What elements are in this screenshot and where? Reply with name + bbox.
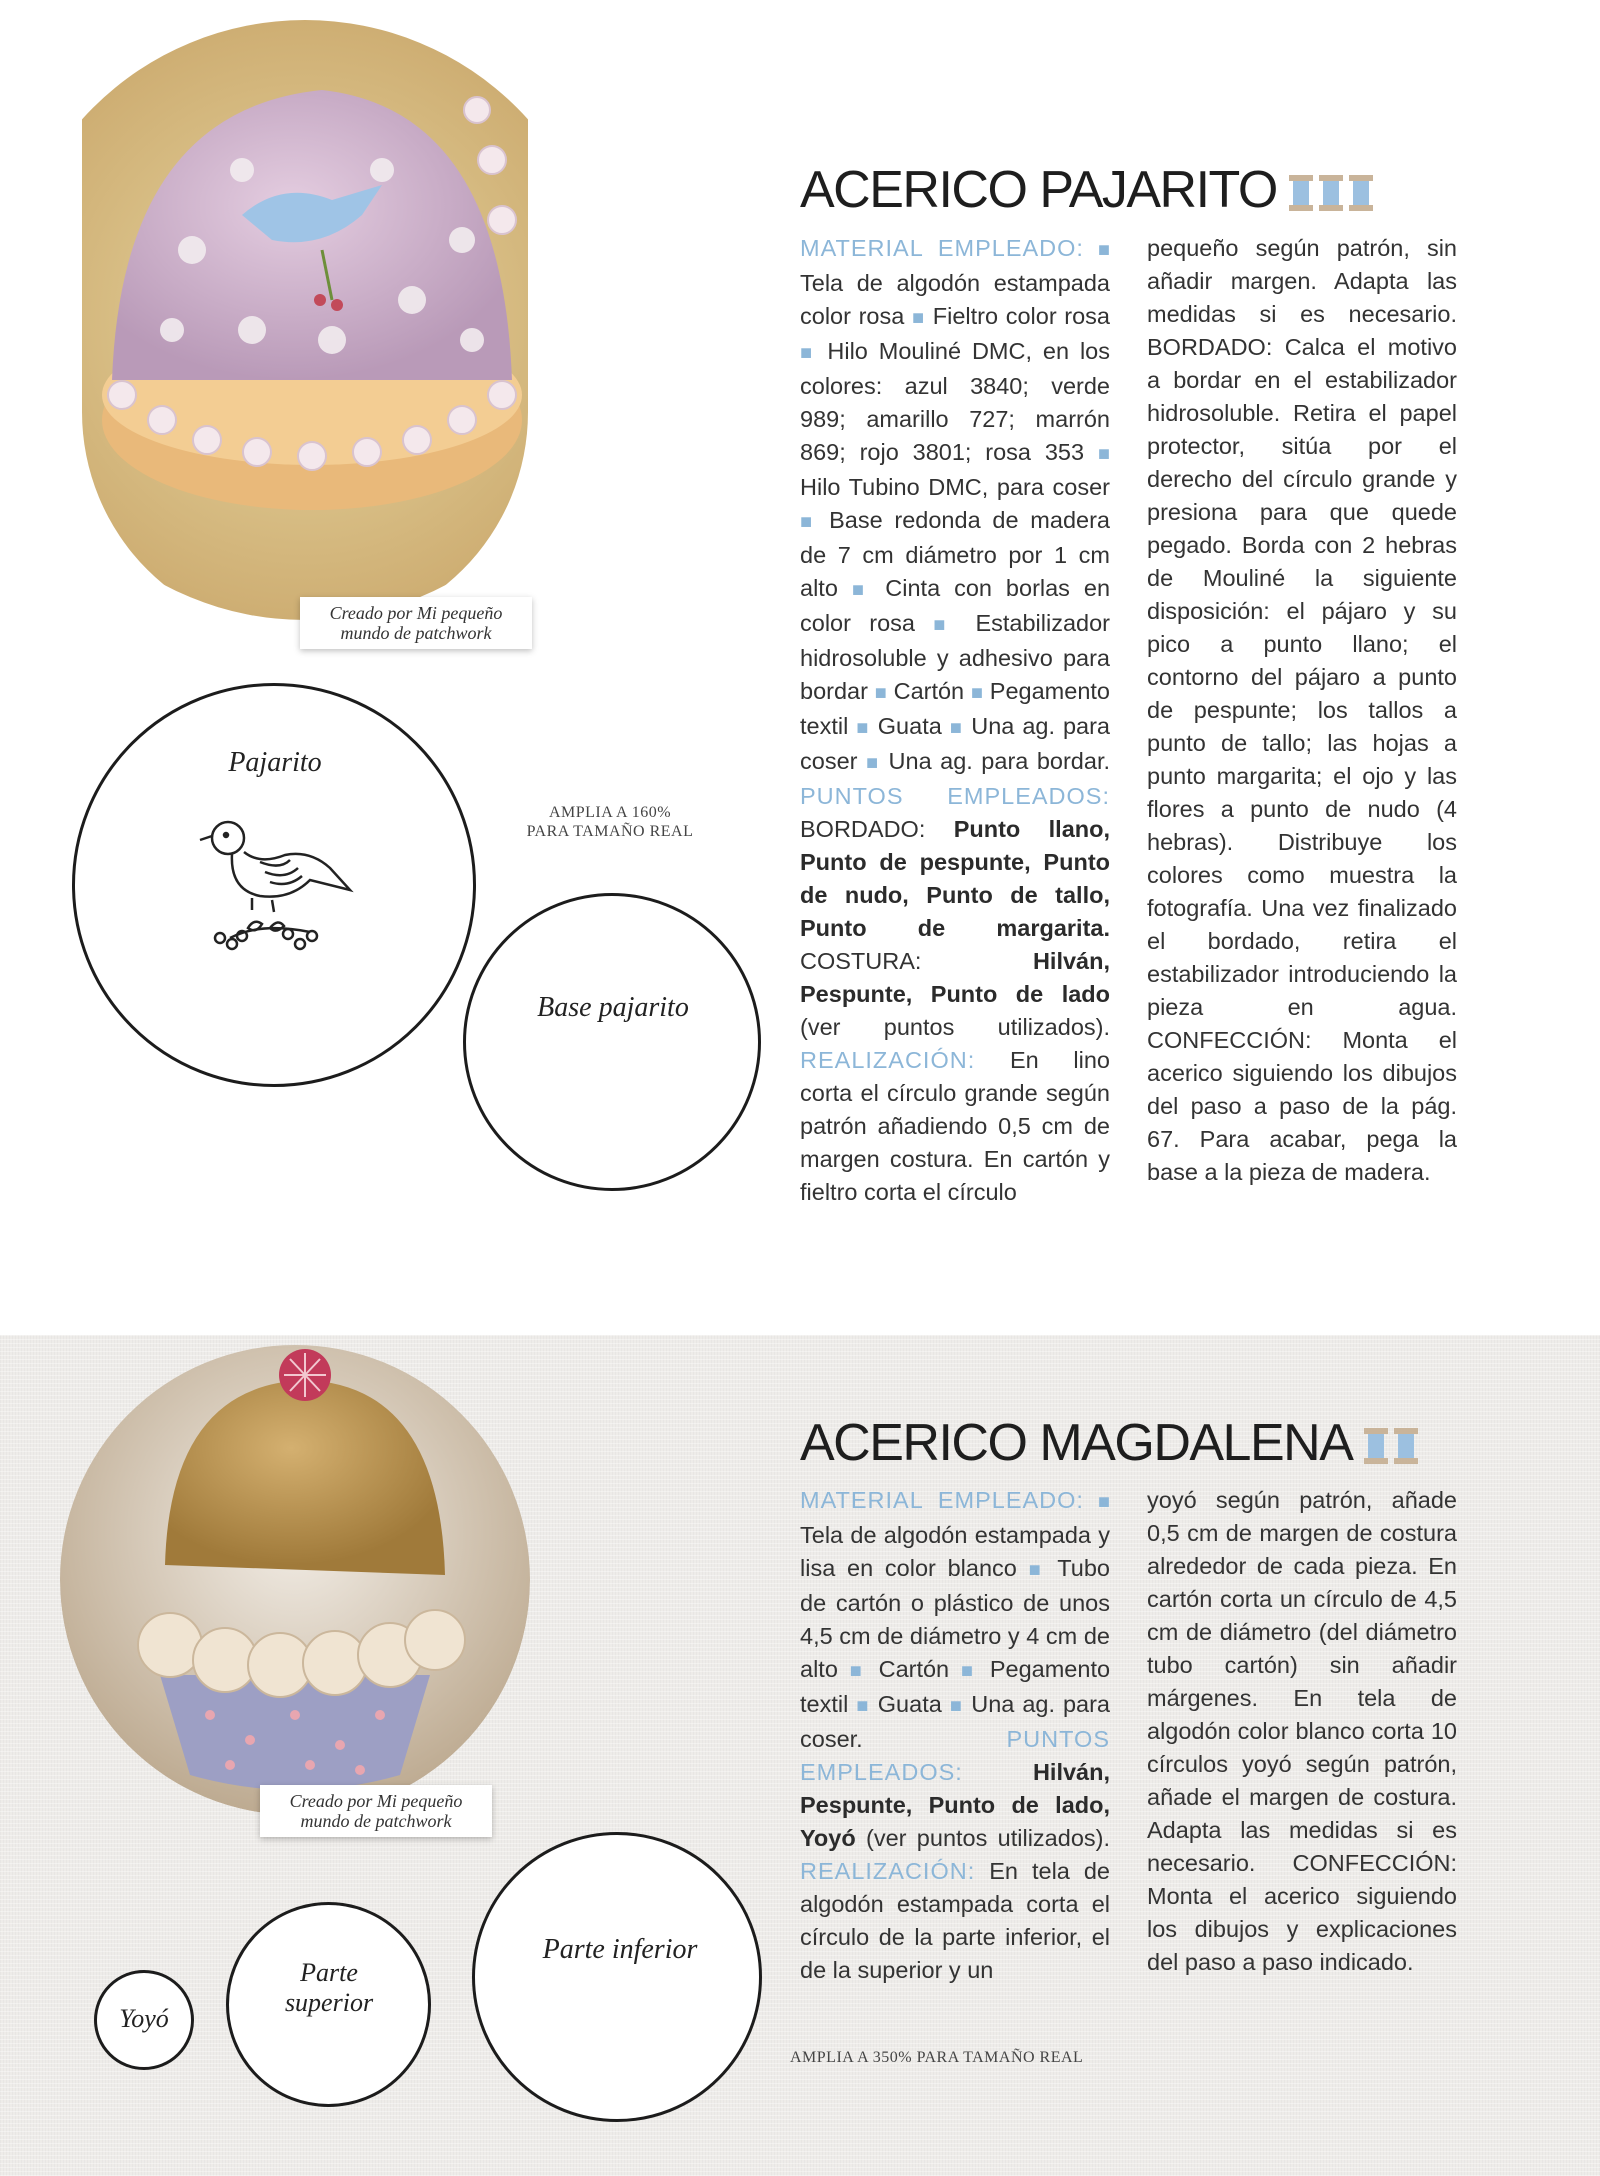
- pattern-label-yoyo: Yoyó: [119, 2004, 169, 2033]
- material-item: Base redonda de madera de 7 cm diámetro por 1 cm alto: [800, 507, 1110, 601]
- photo-credit-2: [260, 1785, 492, 1837]
- material-item: Cartón: [893, 678, 965, 704]
- material-item: Una ag. para bordar.: [888, 748, 1110, 774]
- puntos-note-2: (ver puntos utilizados).: [866, 1825, 1110, 1851]
- puntos-note: (ver puntos utilizados).: [800, 1014, 1110, 1040]
- title-text: ACERICO PAJARITO: [800, 161, 1277, 219]
- material-item: Tubo de cartón o plástico de unos 4,5 cm de diámetro y 4 cm de alto: [800, 1555, 1110, 1682]
- material-item: Una ag. para coser.: [800, 1691, 1110, 1752]
- section2-col2-text: yoyó según patrón, añade 0,5 cm de margen de costura alrededor de cada pieza. En cartón corta un círculo de 4,5 cm de diámetro (del diámetro tubo cartón) sin añadir márgenes. En tela de algodón color blanco corta 10 círculos yoyó según patrón, añade el margen de costura. Adapta las medidas si es necesario. CONFECCIÓN: Monta el acerico siguiendo los dibujos y explicaciones del paso a paso indicado.: [1147, 1487, 1457, 1975]
- section2-column1: MATERIAL EMPLEADO: ■ Tela de algodón estampada y lisa en color blanco ■ Tubo de cartón o plástico de unos 4,5 cm de diámetro y 4 cm de alto ■ Cartón ■ Pegamento textil ■ Guata ■ Una ag. para coser. PUNTOS EMPLEADOS: Hilván, Pespunte, Punto de lado, Yoyó (ver puntos utilizados). REALIZACIÓN: En tela de algodón estampada corta el círculo de la parte inferior, el de la superior y un: [800, 1487, 1111, 1983]
- title-acerico-pajarito: [800, 160, 1377, 220]
- material-item: Estabilizador hidrosoluble y adhesivo para bordar: [800, 610, 1110, 704]
- pattern-circle-parte-inferior: [472, 1832, 762, 2122]
- bordado-label: BORDADO:: [800, 816, 926, 842]
- bird-embroidery-pattern-icon: [190, 810, 360, 960]
- material-label-2: MATERIAL EMPLEADO:: [800, 1487, 1084, 1513]
- pattern-label-base-pajarito: Base pajarito: [537, 992, 689, 1023]
- spool-icon: [1362, 1424, 1422, 1468]
- photo-credit-text: Creado por Mi pequeño mundo de patchwork: [329, 603, 503, 643]
- enlarge-note-line1: AMPLIA A 160%: [548, 804, 672, 821]
- title-text-2: ACERICO MAGDALENA: [800, 1414, 1353, 1472]
- material-item: Hilo Tubino DMC, para coser: [800, 474, 1110, 500]
- material-item: Cinta con borlas en color rosa: [800, 575, 1111, 636]
- section1-column1: MATERIAL EMPLEADO: ■ Tela de algodón estampada color rosa ■ Fieltro color rosa ■ Hilo Mouliné DMC, en los colores: azul 3840; verde 989; amarillo 727; marrón 869; rojo 3801; rosa 353 ■ Hilo Tubino DMC, para coser ■ Base redonda de madera de 7 cm diámetro por 1 cm alto ■ Cinta con borlas en color rosa ■ Estabilizador hidrosoluble y adhesivo para bordar ■ Cartón ■ Pegamento textil ■ Guata ■ Una ag. para coser ■ Una ag. para bordar. PUNTOS EMPLEADOS: BORDADO: Punto llano, Punto de pespunte, Punto de nudo, Punto de tallo, Punto de margarita. COSTURA: Hilván, Pespunte, Punto de lado (ver puntos utilizados). REALIZACIÓN: En lino corta el círculo grande según patrón añadiendo 0,5 cm de margen costura. En cartón y fieltro corta el círculo: [800, 235, 1111, 1205]
- costura-label: COSTURA:: [800, 948, 922, 974]
- material-item: Guata: [877, 713, 942, 739]
- material-item: Cartón: [878, 1656, 950, 1682]
- realizacion-label-2: REALIZACIÓN:: [800, 1858, 976, 1884]
- pattern-label-parte-superior: Parte superior: [284, 1958, 374, 2017]
- enlarge-note-line2: PARA TAMAÑO REAL: [526, 823, 694, 840]
- spool-icon: [1287, 171, 1377, 215]
- material-item: Hilo Mouliné DMC, en los colores: azul 3840; verde 989; amarillo 727; marrón 869; rojo 3801; rosa 353: [800, 338, 1110, 465]
- material-item: Tela de algodón estampada y lisa en color blanco: [800, 1522, 1110, 1581]
- pincushion-bird-illustration: [82, 0, 528, 635]
- realizacion-text-2: En tela de algodón estampada corta el círculo de la parte inferior, el de la superior y un: [800, 1858, 1110, 1983]
- pincushion-cupcake-illustration: [60, 1245, 530, 1815]
- puntos-label-2: PUNTOS EMPLEADOS:: [800, 1726, 1110, 1785]
- realizacion-text: En lino corta el círculo grande según patrón añadiendo 0,5 cm de margen costura. En cartón y fieltro corta el círculo: [800, 1047, 1110, 1205]
- enlarge-note-160: [510, 803, 710, 841]
- enlarge-note-350: AMPLIA A 350% PARA TAMAÑO REAL: [790, 2049, 1084, 2066]
- section1-col2-text: pequeño según patrón, sin añadir margen. Adapta las medidas si es necesario. BORDADO: Calca el motivo a bordar en el estabilizador hidrosoluble. Retira el papel protector, sitúa por el derecho del círculo grande y presiona para que quede pegado. Borda con 2 hebras de Mouliné la siguiente disposición: el pájaro y su pico a punto llano; el contorno del pájaro a punto de pespunte; los tallos a punto de tallo; las hojas a punto margarita; el ojo y las flores a punto de nudo (4 hebras). Distribuye los colores como muestra la fotografía. Una vez finalizado el bordado, retira el estabilizador introduciendo la pieza en agua. CONFECCIÓN: Monta el acerico siguiendo los dibujos del paso a paso de la pág. 67. Para acabar, pega la base a la pieza de madera.: [1147, 235, 1457, 1185]
- puntos-label: PUNTOS EMPLEADOS:: [800, 783, 1110, 809]
- costura-points: Hilván, Pespunte, Punto de lado: [800, 948, 1110, 1007]
- pattern-circle-base-pajarito: [463, 893, 761, 1191]
- pincushion-cupcake-photo: [60, 1245, 530, 1815]
- puntos-points-2: Hilván, Pespunte, Punto de lado, Yoyó: [800, 1759, 1110, 1851]
- pattern-label-parte-inferior: Parte inferior: [542, 1934, 698, 1965]
- material-item: Tela de algodón estampada color rosa: [800, 270, 1110, 329]
- realizacion-label: REALIZACIÓN:: [800, 1047, 976, 1073]
- pincushion-bird-photo: [82, 0, 528, 635]
- material-label: MATERIAL EMPLEADO:: [800, 235, 1084, 261]
- material-item: Pegamento textil: [800, 1656, 1111, 1717]
- photo-credit-text-2: Creado por Mi pequeño mundo de patchwork: [289, 1791, 463, 1831]
- title-acerico-magdalena: [800, 1413, 1422, 1473]
- photo-credit: [300, 597, 532, 649]
- material-item: Guata: [877, 1691, 942, 1717]
- bordado-points: Punto llano, Punto de pespunte, Punto de nudo, Punto de tallo, Punto de margarita.: [800, 816, 1110, 941]
- material-item: Una ag. para coser: [800, 713, 1110, 774]
- pattern-label-pajarito: Pajarito: [228, 747, 322, 778]
- section1-column2: [1147, 232, 1457, 1189]
- material-item: Pegamento textil: [800, 678, 1110, 739]
- material-item: Fieltro color rosa: [932, 303, 1110, 329]
- section2-column2: [1147, 1484, 1457, 1979]
